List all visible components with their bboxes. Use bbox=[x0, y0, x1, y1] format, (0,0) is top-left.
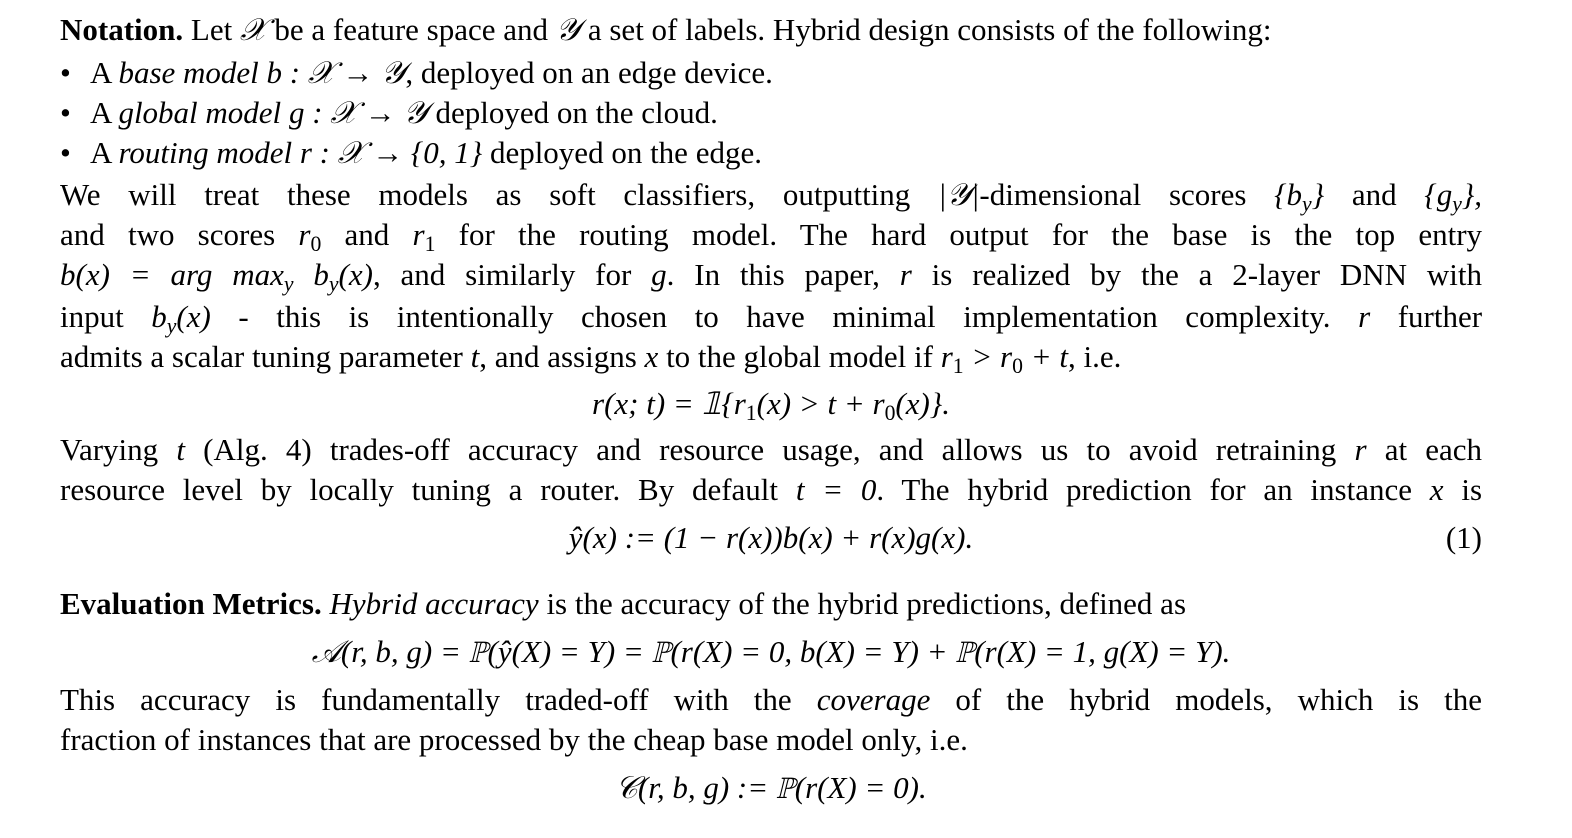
math-span: t bbox=[176, 432, 185, 467]
bullet-dot: • bbox=[60, 135, 71, 170]
metrics-text: is the accuracy of the hybrid predictions, defined as bbox=[546, 586, 1187, 621]
para2-line-1 bbox=[60, 430, 1482, 470]
math-span: $r_0$ bbox=[298, 217, 322, 257]
text-span: to the global model if bbox=[666, 339, 933, 374]
bullet-base-model bbox=[60, 53, 1482, 93]
bullet-lead: A bbox=[90, 95, 111, 130]
text-span: for the routing model. The hard output for the base is the top entry bbox=[458, 217, 1483, 252]
text-span: is bbox=[1461, 472, 1483, 507]
text-span: , i.e. bbox=[1068, 339, 1122, 374]
bullet-math: b : 𝒳 → 𝒴 bbox=[266, 55, 406, 90]
para2-line-2 bbox=[60, 470, 1482, 510]
math-span: t = 0 bbox=[795, 472, 877, 507]
text-span: is realized by the a 2-layer DNN with bbox=[931, 257, 1482, 292]
math-span: {gy}, bbox=[1424, 177, 1482, 217]
equation-number: (1) bbox=[1445, 520, 1482, 555]
text-span: This accuracy is fundamentally traded-off with the bbox=[60, 682, 792, 717]
metrics-line-1 bbox=[60, 584, 1482, 624]
text-span: further bbox=[1397, 299, 1483, 334]
notation-intro-line bbox=[60, 10, 1482, 50]
para1-line-4 bbox=[60, 297, 1482, 337]
bullet-math: g : 𝒳 → 𝒴 bbox=[288, 95, 428, 130]
metrics-term: Hybrid accuracy bbox=[329, 586, 539, 621]
text-span: and two scores bbox=[60, 217, 276, 252]
text-span: admits a scalar tuning parameter bbox=[60, 339, 463, 374]
equation-coverage-expr: 𝒞(r, b, g) := ℙ(r(X) = 0). bbox=[615, 770, 927, 805]
equation-hybrid bbox=[60, 518, 1482, 558]
bullet-lead: A bbox=[90, 55, 111, 90]
math-span: r bbox=[899, 257, 912, 292]
symbol-feature-space: 𝒳 bbox=[239, 12, 267, 48]
coverage-term: coverage bbox=[816, 682, 931, 717]
bullet-dot: • bbox=[60, 55, 71, 90]
math-span: {by} bbox=[1274, 177, 1325, 217]
math-span: x bbox=[644, 339, 659, 374]
bullet-routing-model bbox=[60, 133, 1482, 173]
text-span: . In this paper, bbox=[666, 257, 880, 292]
equation-coverage bbox=[60, 768, 1482, 808]
math-span: g bbox=[651, 257, 667, 292]
equation-router: r(x; $t) = 𝟙\{r_1(x) > t + r_0(x)\}$. bbox=[592, 386, 950, 426]
math-span: by(x) bbox=[151, 299, 211, 339]
text-span: Varying bbox=[60, 432, 159, 467]
equation-accuracy-expr: 𝒜(r, b, g) = ℙ(ŷ(X) = Y) = ℙ(r(X) = 0, b(X) = Y) + ℙ(r(X) = 1, g(X) = Y). bbox=[311, 634, 1231, 669]
math-span: $r_1$ bbox=[412, 217, 436, 257]
text-span: , and assigns bbox=[479, 339, 637, 374]
math-span: $r_1 > r_0 + t$ bbox=[940, 339, 1068, 379]
math-span: r bbox=[1358, 299, 1371, 334]
metrics-line-2 bbox=[60, 680, 1482, 720]
bullet-tail: deployed on the edge. bbox=[482, 135, 762, 170]
text-span: resource level by locally tuning a router. By default bbox=[60, 472, 779, 507]
para1-line-5 bbox=[60, 337, 1482, 377]
text-span: and bbox=[344, 217, 390, 252]
text-span: input bbox=[60, 299, 124, 334]
text-span: -dimensional scores bbox=[979, 177, 1247, 212]
bullet-tail: , deployed on an edge device. bbox=[405, 55, 773, 90]
math-span: t bbox=[470, 339, 480, 374]
text-span: and bbox=[1351, 177, 1397, 212]
notation-heading: Notation. bbox=[60, 12, 184, 47]
math-span: b(x) = arg maxy by(x) bbox=[60, 257, 373, 297]
equation-accuracy bbox=[60, 632, 1482, 672]
text-span: of the hybrid models, which is the bbox=[955, 682, 1482, 717]
bullet-math: r : 𝒳 → {0, 1} bbox=[299, 135, 483, 170]
bullet-term: routing model bbox=[118, 135, 293, 170]
text-span: . The hybrid prediction for an instance bbox=[876, 472, 1412, 507]
equation-hybrid-expr: ŷ(x) := (1 − r(x))b(x) + r(x)g(x). bbox=[568, 520, 974, 555]
para1-line-2 bbox=[60, 215, 1482, 255]
para1-line-3 bbox=[60, 255, 1482, 295]
text-span: at each bbox=[1384, 432, 1483, 467]
math-span: r bbox=[1354, 432, 1367, 467]
metrics-line-3 bbox=[60, 720, 1482, 760]
text-span: - this is intentionally chosen to have minimal implementation complexity. bbox=[238, 299, 1331, 334]
bullet-global-model bbox=[60, 93, 1482, 133]
math-span: x bbox=[1429, 472, 1444, 507]
para1-line-1 bbox=[60, 175, 1482, 215]
notation-intro-b: be a feature space and bbox=[274, 12, 549, 47]
notation-intro-c: a set of labels. Hybrid design consists of the following: bbox=[587, 12, 1272, 47]
symbol-label-set: 𝒴 bbox=[555, 12, 581, 48]
text-span: fraction of instances that are processed by the cheap base model only, i.e. bbox=[60, 722, 968, 757]
metrics-heading: Evaluation Metrics. bbox=[60, 586, 322, 621]
text-span: (Alg. 4) trades-off accuracy and resource usage, and allows us to avoid retraining bbox=[203, 432, 1337, 467]
notation-intro-a: Let bbox=[190, 12, 233, 47]
bullet-term: global model bbox=[118, 95, 282, 130]
bullet-dot: • bbox=[60, 95, 71, 130]
bullet-term: base model bbox=[118, 55, 259, 90]
bullet-tail: deployed on the cloud. bbox=[427, 95, 718, 130]
text-span: We will treat these models as soft classifiers, outputting bbox=[60, 177, 911, 212]
math-span: |𝒴| bbox=[938, 177, 980, 212]
bullet-lead: A bbox=[90, 135, 111, 170]
text-span: , and similarly for bbox=[372, 257, 632, 292]
